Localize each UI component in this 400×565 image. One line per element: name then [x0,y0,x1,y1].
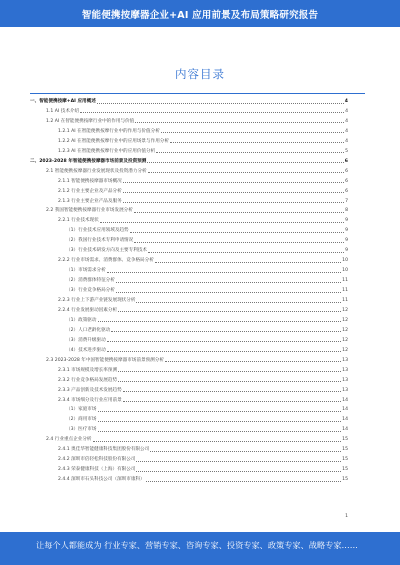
toc-entry-page: 15 [342,457,348,463]
toc-entry-title: 2.4.2 深圳市倍轻松科技股份有限公司 [58,457,136,463]
toc-entry-page: 14 [342,397,348,403]
toc-dot-leader [118,381,341,382]
toc-entry-title: 2.3.1 市场规模及增长率预测 [58,367,118,373]
toc-entry[interactable] [66,266,348,274]
toc-dot-leader [98,321,342,322]
toc-entry[interactable] [66,316,348,324]
toc-entry-title: 2.2.4 行业发展驱动因素分析 [58,307,118,313]
toc-entry-page: 4 [345,138,348,144]
toc-entry-page: 15 [342,477,348,483]
toc-entry-page: 12 [342,327,348,333]
toc-entry[interactable] [46,356,348,364]
toc-entry-page: 4 [345,108,348,114]
footer-slogan: 让每个人都能成为 行业专家、营销专家、咨询专家、投资专家、政策专家、战略专家…… [36,540,358,550]
toc-entry-title: （2）商用市场 [66,417,97,423]
toc-entry[interactable] [58,296,348,304]
toc-entry-page: 11 [342,288,348,294]
toc-entry[interactable] [46,167,348,175]
toc-entry[interactable] [66,346,348,354]
toc-entry[interactable] [66,236,348,244]
toc-entry-page: 10 [342,258,348,264]
toc-entry-page: 12 [342,307,348,313]
toc-entry-page: 14 [342,417,348,423]
toc-entry[interactable] [66,415,348,423]
toc-entry-title: （2）消费群体特征分析 [66,278,115,284]
toc-entry-title: （1）政策驱动 [66,317,97,323]
toc-entry-page: 6 [345,168,348,174]
toc-entry[interactable] [66,286,348,294]
toc-entry-title: （1）行业技术应用领域及趋势 [66,228,129,234]
toc-entry-page: 15 [342,467,348,473]
toc-entry-title: 2.2.3 行业上下游产业链发展现状分析 [58,298,136,303]
toc-entry-title: 2.1.3 行业主要企业产品及服务 [58,198,122,204]
toc-entry-page: 11 [342,278,348,284]
toc-entry-page: 13 [342,377,348,383]
toc-dot-leader [136,302,341,303]
toc-dot-leader [100,222,344,223]
toc-entry-title: （4）技术进步驱动 [66,347,106,353]
toc-dot-leader [136,471,341,472]
toc-dot-leader [80,112,344,113]
toc-entry-page: 4 [345,128,348,134]
toc-entry-title: 2.3 2023-2028 年中国智能便携按摩器市场前景预测分析 [46,357,164,363]
toc-entry-page: 11 [342,298,348,303]
toc-dot-leader [123,202,344,203]
toc-entry[interactable] [58,455,348,463]
toc-entry-title: 二、2023-2028 年智能便携按摩器市场前景及投资预测 [30,158,147,164]
toc-dot-leader [118,311,341,312]
toc-dot-leader [170,142,344,143]
toc-entry[interactable] [66,276,348,284]
toc-entry-page: 9 [345,238,348,244]
toc-entry[interactable] [66,326,348,334]
toc-entry[interactable] [58,366,348,374]
toc-entry[interactable] [58,306,348,314]
toc-dot-leader [118,371,341,372]
toc-entry-page: 13 [342,357,348,363]
toc-entry[interactable] [66,425,348,433]
toc-entry-title: 2.1 智能便携按摩器行业发展现状及投资潜力分析 [46,168,147,174]
toc-entry[interactable] [58,197,348,205]
toc-dot-leader [147,162,343,163]
toc-entry-page: 12 [342,347,348,353]
toc-heading: 内容目录 [175,67,225,81]
toc-entry-title: 2.3.3 产品创新及技术发展趋势 [58,387,122,393]
toc-entry-title: （2）我国行业技术专利申请情况 [66,238,134,244]
toc-dot-leader [136,461,341,462]
toc-entry-page: 6 [344,158,348,164]
toc-entry-page: 9 [345,248,348,254]
toc-entry[interactable] [58,475,348,483]
toc-entry-title: 2.4.4 深圳市石头科技公司（深圳市康科） [58,477,145,483]
toc-dot-leader [116,292,341,293]
toc-dot-leader [107,351,341,352]
toc-entry-page: 8 [345,208,348,214]
toc-entry[interactable] [46,435,348,443]
toc-entry[interactable] [58,386,348,394]
page-number: 1 [345,514,348,519]
toc-entry-title: 2.4.3 荣泰健康科技（上海）有限公司 [58,467,136,473]
toc-entry-page: 13 [342,387,348,393]
toc-entry[interactable] [30,97,348,105]
toc-entry-title: 1.2 AI 在智能便携按摩行业中的作用与价值 [46,118,135,124]
report-header-bar [0,0,400,27]
toc-entry-title: 2.4 行业重点企业分析 [46,437,92,443]
toc-entry-page: 9 [345,218,348,224]
toc-entry-page: 6 [345,188,348,194]
toc-entry-page: 6 [345,178,348,184]
toc-entry-title: 1.1 AI 技术介绍 [46,108,80,114]
toc-entry[interactable] [66,405,348,413]
toc-dot-leader [165,361,341,362]
toc-dot-leader [150,451,341,452]
toc-entry[interactable] [46,107,348,115]
toc-entry-title: 1.2.3 AI 在智能便携按摩行业中的应用价值分析 [58,148,156,154]
toc-dot-leader [123,401,341,402]
toc-entry[interactable] [30,157,348,165]
toc-entry-page: 14 [342,427,348,433]
toc-entry[interactable] [66,336,348,344]
toc-dot-leader [98,411,342,412]
toc-entry-page: 4 [345,118,348,124]
toc-dot-leader [123,192,344,193]
toc-entry-page: 13 [342,367,348,373]
toc-entry[interactable] [66,226,348,234]
toc-entry[interactable] [58,147,348,155]
toc-entry-page: 7 [345,198,348,204]
toc-dot-leader [93,441,342,442]
toc-entry[interactable] [58,256,348,264]
toc-dot-leader [135,122,344,123]
toc-dot-leader [156,152,344,153]
toc-dot-leader [155,262,341,263]
toc-entry[interactable] [46,206,348,214]
toc-dot-leader [107,272,341,273]
toc-entry-title: （2）人口老龄化驱动 [66,327,111,333]
toc-dot-leader [134,212,344,213]
toc-dot-leader [146,481,341,482]
toc-dot-leader [161,132,344,133]
toc-entry-page: 4 [344,99,348,104]
toc-entry[interactable] [58,465,348,473]
toc-dot-leader [148,172,344,173]
toc-entry-page: 14 [342,407,348,413]
toc-entry-page: 5 [345,148,348,154]
toc-entry[interactable] [58,177,348,185]
toc-entry-title: 一、智能便携按摩+AI 应用概述 [30,99,96,104]
toc-entry-title: （3）医疗市场 [66,427,97,433]
toc-entry-title: （1）市场需求分析 [66,268,106,274]
toc-dot-leader [148,252,344,253]
toc-dot-leader [98,431,342,432]
toc-dot-leader [97,103,344,104]
toc-entry-title: （3）行业技术研发方向及主要专利技术 [66,248,148,254]
toc-dot-leader [98,421,342,422]
toc-dot-leader [130,232,344,233]
toc-entry-page: 10 [342,268,348,274]
toc-entry[interactable] [66,246,348,254]
footer-bar [0,532,400,565]
toc-entry-title: 2.3.4 市场细分及行业应用前景 [58,397,122,403]
toc-dot-leader [111,331,341,332]
toc-entry-title: 1.2.1 AI 在智能便携按摩行业中的作用与价值分析 [58,128,160,134]
toc-dot-leader [116,282,341,283]
toc-entry-page: 9 [345,228,348,234]
toc-entry-title: 2.2.1 行业技术现状 [58,218,99,224]
toc-dot-leader [134,242,344,243]
toc-entry-title: （1）家庭市场 [66,407,97,413]
toc-entry-title: 2.2 我国智能便携按摩器行业市场发展分析 [46,208,133,214]
toc-entry-page: 12 [342,337,348,343]
toc-entry-page: 15 [342,437,348,443]
toc-entry-title: （3）消费升级驱动 [66,337,106,343]
report-title: 智能便携按摩器企业+AI 应用前景及布局策略研究报告 [81,10,319,21]
toc-entry[interactable] [58,137,348,145]
toc-entry[interactable] [58,396,348,404]
toc-entry[interactable] [58,445,348,453]
toc-entry-title: 2.3.2 行业竞争格局发展趋势 [58,377,118,383]
toc-entry[interactable] [46,117,348,125]
toc-entry[interactable] [58,376,348,384]
toc-entry[interactable] [58,216,348,224]
toc-entry-title: 2.1.2 行业主要企业及产品分析 [58,188,122,194]
toc-dot-leader [107,341,341,342]
toc-entry-title: 2.4.1 奥佳华智能健康科技集团股份有限公司 [58,447,150,453]
toc-entry-title: 2.2.2 行业市场需求、消费群体、竞争格局分析 [58,258,154,264]
toc-dot-leader [123,391,341,392]
toc-entry[interactable] [58,127,348,135]
toc-entry[interactable] [58,187,348,195]
heading-divider [30,93,365,94]
toc-dot-leader [123,182,344,183]
toc-entry-page: 12 [342,317,348,323]
toc-entry-title: 2.1.1 智能便携按摩器市场概况 [58,178,122,184]
toc-entry-page: 15 [342,447,348,453]
toc-entry-title: 1.2.2 AI 在智能便携按摩行业中的应用场景与作用分析 [58,138,169,144]
toc-entry-title: （3）行业竞争格局分析 [66,288,115,294]
